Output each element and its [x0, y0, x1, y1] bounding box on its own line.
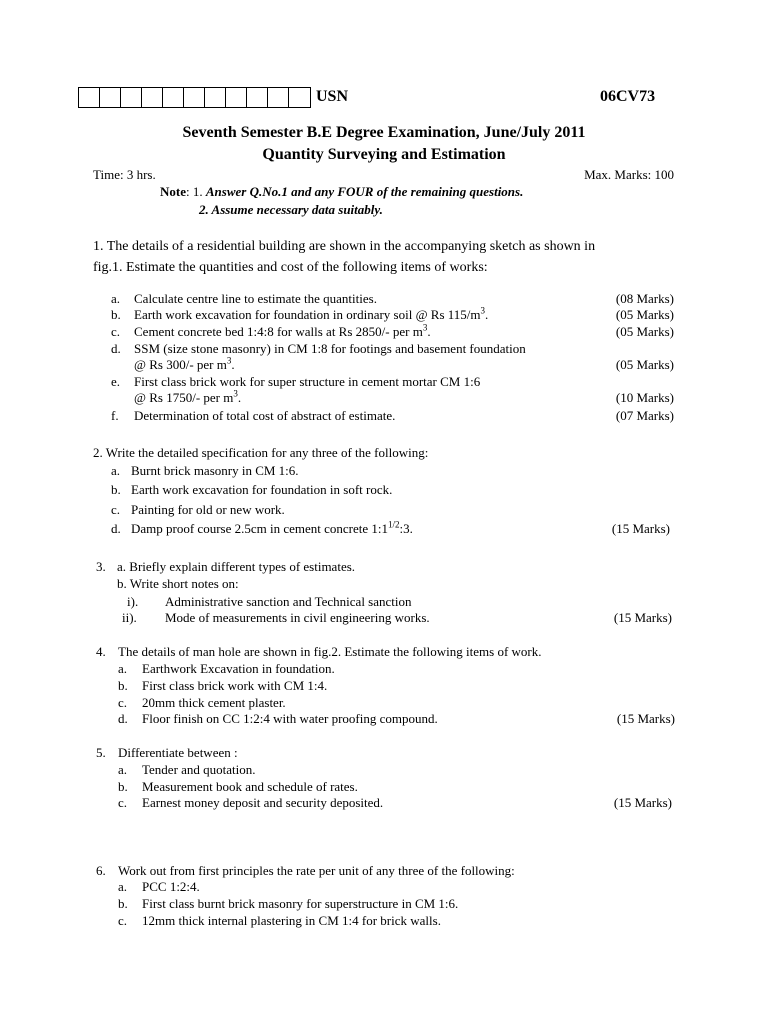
max-marks: Max. Marks: 100 — [584, 167, 674, 182]
q1-item-text: Earth work excavation for foundation in ordinary soil @ Rs $115/m^3$. — [134, 305, 489, 322]
q2-item-label: c. — [111, 502, 121, 517]
q1-item-marks: (05 Marks) — [615, 307, 674, 322]
q1-item-text: Determination of total cost of abstract of estimate. — [134, 408, 396, 423]
q1-item-label: e. — [111, 374, 121, 389]
q5-item-label: b. — [118, 779, 128, 794]
q6-number: 6. — [96, 863, 106, 878]
q5-item-label: a. — [118, 762, 128, 777]
q3-subitem-text: Mode of measurements in civil engineering works. — [165, 610, 430, 625]
usn-box — [289, 88, 310, 107]
q4-intro: The details of man hole are shown in fig.2. Estimate the following items of work. — [118, 644, 542, 659]
q6-item-label: a. — [118, 879, 128, 894]
q5-item-text: Measurement book and schedule of rates. — [142, 779, 358, 794]
q1-item-marks: (08 Marks) — [615, 291, 674, 306]
q1-item-marks: (10 Marks) — [615, 390, 674, 405]
note-label: Note — [160, 184, 186, 199]
q4-item-text: 20mm thick cement plaster. — [142, 695, 286, 710]
q5-item-text: Tender and quotation. — [142, 762, 256, 777]
usn-box — [100, 88, 121, 107]
q2-item-label: b. — [111, 482, 121, 497]
q4-item-label: c. — [118, 695, 128, 710]
q1-item-label: f. — [111, 408, 119, 423]
q1-item-marks: (05 Marks) — [615, 324, 674, 339]
q1-intro-line-2: fig.1. Estimate the quantities and cost of the following items of works: — [93, 260, 488, 275]
q5-item-label: c. — [118, 795, 128, 810]
q3-subitem-label: i). — [127, 594, 139, 609]
usn-box — [142, 88, 163, 107]
q1-item-marks: (05 Marks) — [615, 357, 674, 372]
exam-title: Seventh Semester B.E Degree Examination, June/July 2011 — [182, 124, 586, 141]
q1-item-marks: (07 Marks) — [615, 408, 674, 423]
usn-entry-boxes — [78, 87, 311, 108]
q1-item-label: c. — [111, 324, 121, 339]
usn-box — [79, 88, 100, 107]
q3-subitem-label: ii). — [122, 610, 137, 625]
q2-item-label: a. — [111, 463, 121, 478]
q5-marks: (15 Marks) — [613, 795, 672, 810]
q1-item-label: d. — [111, 341, 121, 356]
q2-item-text: Painting for old or new work. — [131, 502, 285, 517]
usn-box — [184, 88, 205, 107]
q4-item-text: First class brick work with CM 1:4. — [142, 678, 328, 693]
q5-number: 5. — [96, 745, 106, 760]
usn-box — [247, 88, 268, 107]
q1-item-text: SSM (size stone masonry) in CM 1:8 for footings and basement foundation — [134, 341, 526, 356]
q3-subitem-text: Administrative sanction and Technical sanction — [165, 594, 412, 609]
time-allowed: Time: 3 hrs. — [93, 167, 156, 182]
q5-item-text: Earnest money deposit and security deposited. — [142, 795, 384, 810]
q3-marks: (15 Marks) — [613, 610, 672, 625]
q6-item-text: 12mm thick internal plastering in CM 1:4 for brick walls. — [142, 913, 441, 928]
usn-box — [268, 88, 289, 107]
course-code: 06CV73 — [600, 88, 656, 105]
q2-item-text: Burnt brick masonry in CM 1:6. — [131, 463, 299, 478]
usn-box — [205, 88, 226, 107]
q4-number: 4. — [96, 644, 106, 659]
q6-item-label: c. — [118, 913, 128, 928]
q4-item-text: Earthwork Excavation in foundation. — [142, 661, 335, 676]
q6-item-text: PCC 1:2:4. — [142, 879, 200, 894]
note-2-text: 2. Assume necessary data suitably. — [199, 202, 383, 217]
q1-item-label: b. — [111, 307, 121, 322]
usn-box — [163, 88, 184, 107]
q1-intro-line-1: 1. The details of a residential building are shown in the accompanying sketch as shown in — [93, 239, 596, 254]
q4-item-label: d. — [118, 711, 128, 726]
q2-item-text: Earth work excavation for foundation in soft rock. — [131, 482, 393, 497]
q4-item-label: a. — [118, 661, 128, 676]
q3-number: 3. — [96, 559, 106, 574]
q1-item-text-cont: @ Rs 300/- per $m^3$. — [134, 355, 235, 372]
note-line-1 — [160, 185, 523, 198]
q1-item-text: Cement concrete bed 1:4:8 for walls at Rs 2850/- per $m^3$. — [134, 322, 431, 339]
q2-item-label: d. — [111, 521, 121, 536]
q1-item-text: First class brick work for super structure in cement mortar CM 1:6 — [134, 374, 481, 389]
q4-marks: (15 Marks) — [616, 711, 675, 726]
note-1-number: : 1. — [186, 184, 206, 199]
usn-box — [226, 88, 247, 107]
usn-box — [121, 88, 142, 107]
q6-item-label: b. — [118, 896, 128, 911]
note-1-text: Answer Q.No.1 and any FOUR of the remaining questions. — [205, 184, 524, 199]
q1-item-text-cont: @ Rs 1750/- per $m^3$. — [134, 388, 242, 405]
q1-item-text: Calculate centre line to estimate the quantities. — [134, 291, 377, 306]
q1-item-label: a. — [111, 291, 121, 306]
subject-title: Quantity Surveying and Estimation — [262, 146, 506, 163]
q6-item-text: First class burnt brick masonry for superstructure in CM 1:6. — [142, 896, 459, 911]
q2-marks: (15 Marks) — [611, 521, 670, 536]
q4-item-text: Floor finish on CC 1:2:4 with water proofing compound. — [142, 711, 438, 726]
q2-intro: 2. Write the detailed specification for any three of the following: — [93, 445, 429, 460]
usn-label: USN — [316, 88, 349, 105]
q2-item-text: Damp proof course 2.5cm in cement concrete $1:1^{1/2}:3$. — [131, 519, 413, 536]
q3-part-b: b. Write short notes on: — [117, 576, 239, 591]
q4-item-label: b. — [118, 678, 128, 693]
q5-intro: Differentiate between : — [118, 745, 238, 760]
q3-part-a: a. Briefly explain different types of estimates. — [117, 559, 356, 574]
q6-intro: Work out from first principles the rate per unit of any three of the following: — [118, 863, 515, 878]
